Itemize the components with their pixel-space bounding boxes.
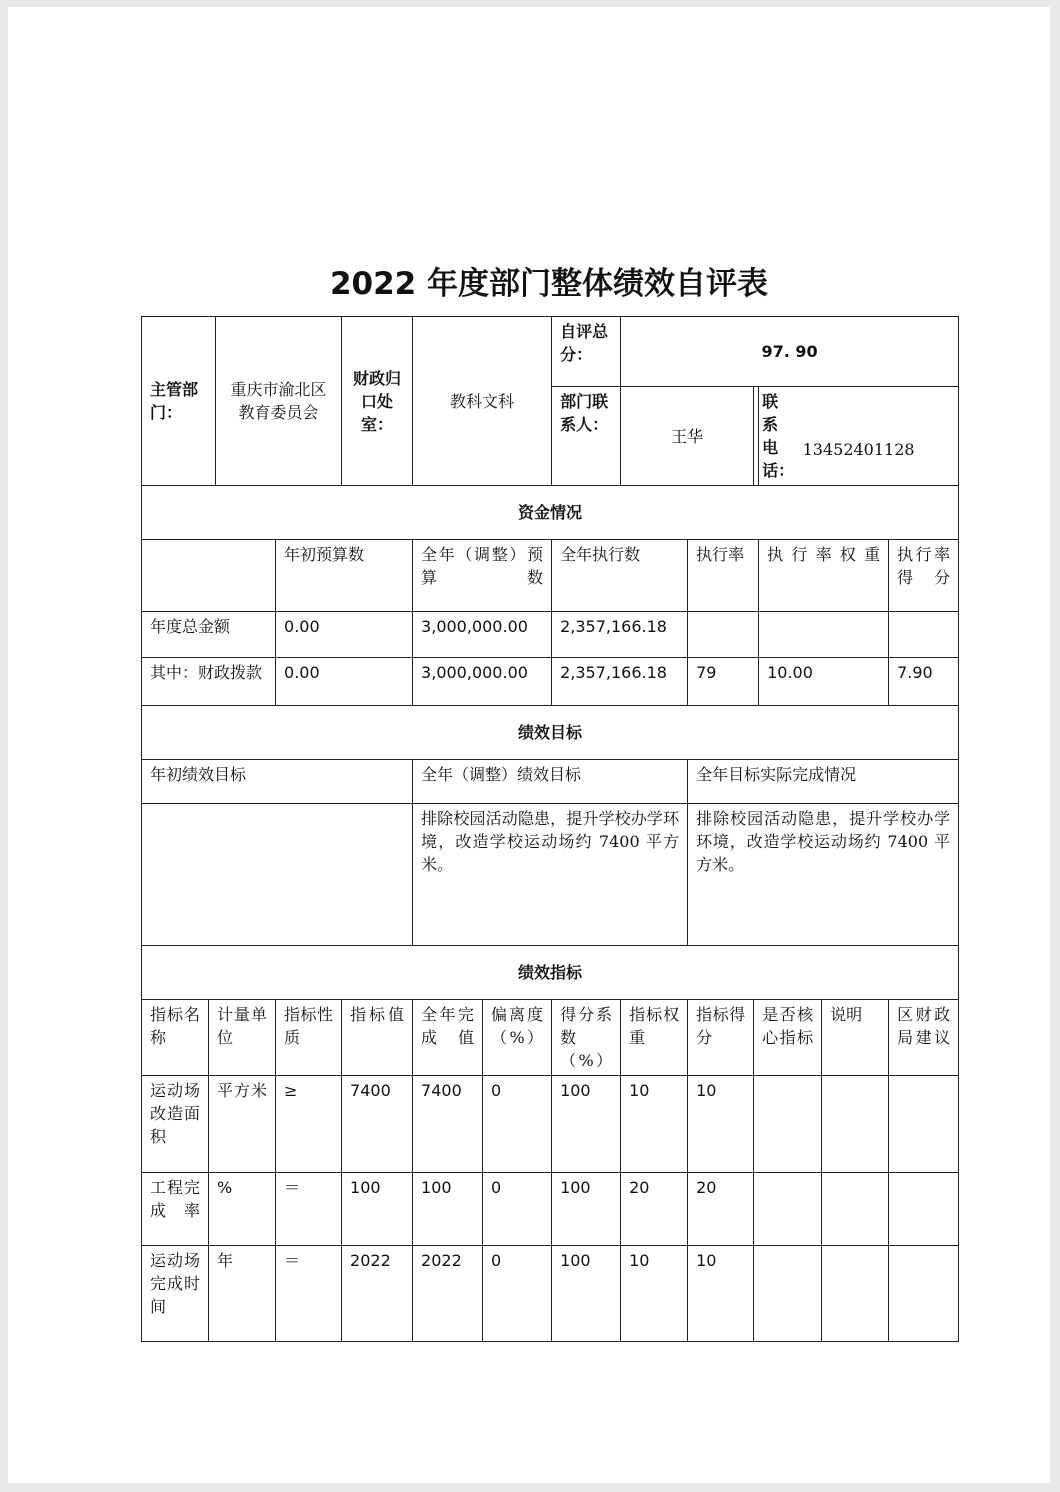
ind-header-core: 是否核心指标: [754, 1000, 822, 1076]
funds-row-fiscal-weight: 10.00: [759, 658, 889, 706]
ind-row-2-name: 工程完成率: [142, 1173, 209, 1246]
ind-row-1-name: 运动场改造面积: [142, 1076, 209, 1173]
ind-header-nature: 指标性质: [276, 1000, 342, 1076]
funds-header-score: 执行率得分: [889, 540, 959, 612]
ind-row-2-core: [754, 1173, 822, 1246]
funds-row-fiscal-adjusted: 3,000,000.00: [413, 658, 552, 706]
funds-row-total-score: [889, 612, 959, 658]
ind-header-advice: 区财政局建议: [889, 1000, 959, 1076]
goals-actual: 排除校园活动隐患，提升学校办学环境，改造学校运动场约 7400 平方米。: [688, 804, 959, 946]
funds-row-total-rate: [688, 612, 759, 658]
ind-row-1-actual: 7400: [413, 1076, 483, 1173]
page-title: 2022 年度部门整体绩效自评表: [329, 266, 769, 302]
ind-header-actual: 全年完成值: [413, 1000, 483, 1076]
phone-value: 13452401128: [759, 387, 959, 486]
funds-header-weight: 执行率权重: [759, 540, 889, 612]
goals-initial: [142, 804, 413, 946]
ind-row-1-coef: 100: [552, 1076, 621, 1173]
funds-row-total-weight: [759, 612, 889, 658]
ind-row-3-score: 10: [688, 1246, 754, 1342]
ind-row-2-advice: [889, 1173, 959, 1246]
ind-row-2-score: 20: [688, 1173, 754, 1246]
ind-row-2-unit: %: [209, 1173, 276, 1246]
ind-row-3-note: [822, 1246, 889, 1342]
finance-value: 教科文科: [413, 317, 552, 486]
ind-row-3-actual: 2022: [413, 1246, 483, 1342]
ind-row-1-unit: 平方米: [209, 1076, 276, 1173]
ind-row-3-name: 运动场完成时间: [142, 1246, 209, 1342]
funds-header-executed: 全年执行数: [552, 540, 688, 612]
ind-row-1-score: 10: [688, 1076, 754, 1173]
ind-row-3-deviation: 0: [483, 1246, 552, 1342]
ind-row-3-advice: [889, 1246, 959, 1342]
funds-section-title: 资金情况: [142, 486, 959, 540]
ind-row-3-nature: ＝: [276, 1246, 342, 1342]
ind-row-2-target: 100: [342, 1173, 413, 1246]
ind-header-target: 指标值: [342, 1000, 413, 1076]
funds-header-blank: [142, 540, 276, 612]
ind-header-deviation: 偏离度（%）: [483, 1000, 552, 1076]
ind-header-weight: 指标权重: [621, 1000, 688, 1076]
ind-row-2-weight: 20: [621, 1173, 688, 1246]
ind-row-3-coef: 100: [552, 1246, 621, 1342]
funds-row-fiscal-rate: 79: [688, 658, 759, 706]
funds-row-fiscal-initial: 0.00: [276, 658, 413, 706]
contact-value: 王华: [621, 387, 754, 486]
score-label: 自评总分：: [552, 317, 621, 387]
funds-row-total-label: 年度总金额: [142, 612, 276, 658]
ind-row-3-unit: 年: [209, 1246, 276, 1342]
ind-row-2-coef: 100: [552, 1173, 621, 1246]
contact-label: 部门联系人：: [552, 387, 621, 486]
funds-header-initial: 年初预算数: [276, 540, 413, 612]
ind-row-1-nature: ≥: [276, 1076, 342, 1173]
ind-row-1-note: [822, 1076, 889, 1173]
ind-row-2-deviation: 0: [483, 1173, 552, 1246]
phone-label: 联系电话：: [754, 387, 759, 486]
dept-value: 重庆市渝北区教育委员会: [216, 317, 342, 486]
ind-row-3-weight: 10: [621, 1246, 688, 1342]
funds-header-adjusted: 全年（调整）预算数: [413, 540, 552, 612]
ind-header-note: 说明: [822, 1000, 889, 1076]
funds-row-total-executed: 2,357,166.18: [552, 612, 688, 658]
ind-row-1-weight: 10: [621, 1076, 688, 1173]
indicators-section-title: 绩效指标: [142, 946, 959, 1000]
funds-header-rate: 执行率: [688, 540, 759, 612]
ind-row-1-deviation: 0: [483, 1076, 552, 1173]
ind-row-3-target: 2022: [342, 1246, 413, 1342]
ind-row-1-core: [754, 1076, 822, 1173]
ind-header-unit: 计量单位: [209, 1000, 276, 1076]
funds-row-fiscal-label: 其中：财政拨款: [142, 658, 276, 706]
ind-row-1-target: 7400: [342, 1076, 413, 1173]
ind-header-score: 指标得分: [688, 1000, 754, 1076]
funds-row-fiscal-executed: 2,357,166.18: [552, 658, 688, 706]
ind-row-2-actual: 100: [413, 1173, 483, 1246]
funds-row-total-adjusted: 3,000,000.00: [413, 612, 552, 658]
goals-adjusted: 排除校园活动隐患，提升学校办学环境，改造学校运动场约 7400 平方米。: [413, 804, 688, 946]
ind-row-2-note: [822, 1173, 889, 1246]
ind-row-1-advice: [889, 1076, 959, 1173]
evaluation-table: [141, 316, 959, 1342]
ind-row-2-nature: ＝: [276, 1173, 342, 1246]
goals-header-adjusted: 全年（调整）绩效目标: [413, 760, 688, 804]
goals-header-actual: 全年目标实际完成情况: [688, 760, 959, 804]
ind-row-3-core: [754, 1246, 822, 1342]
finance-label: 财政归口处室：: [342, 317, 413, 486]
dept-label: 主管部门：: [142, 317, 216, 486]
score-value: 97. 90: [621, 317, 959, 387]
ind-header-name: 指标名称: [142, 1000, 209, 1076]
goals-section-title: 绩效目标: [142, 706, 959, 760]
goals-header-initial: 年初绩效目标: [142, 760, 413, 804]
ind-header-coef: 得分系数（%）: [552, 1000, 621, 1076]
funds-row-fiscal-score: 7.90: [889, 658, 959, 706]
funds-row-total-initial: 0.00: [276, 612, 413, 658]
